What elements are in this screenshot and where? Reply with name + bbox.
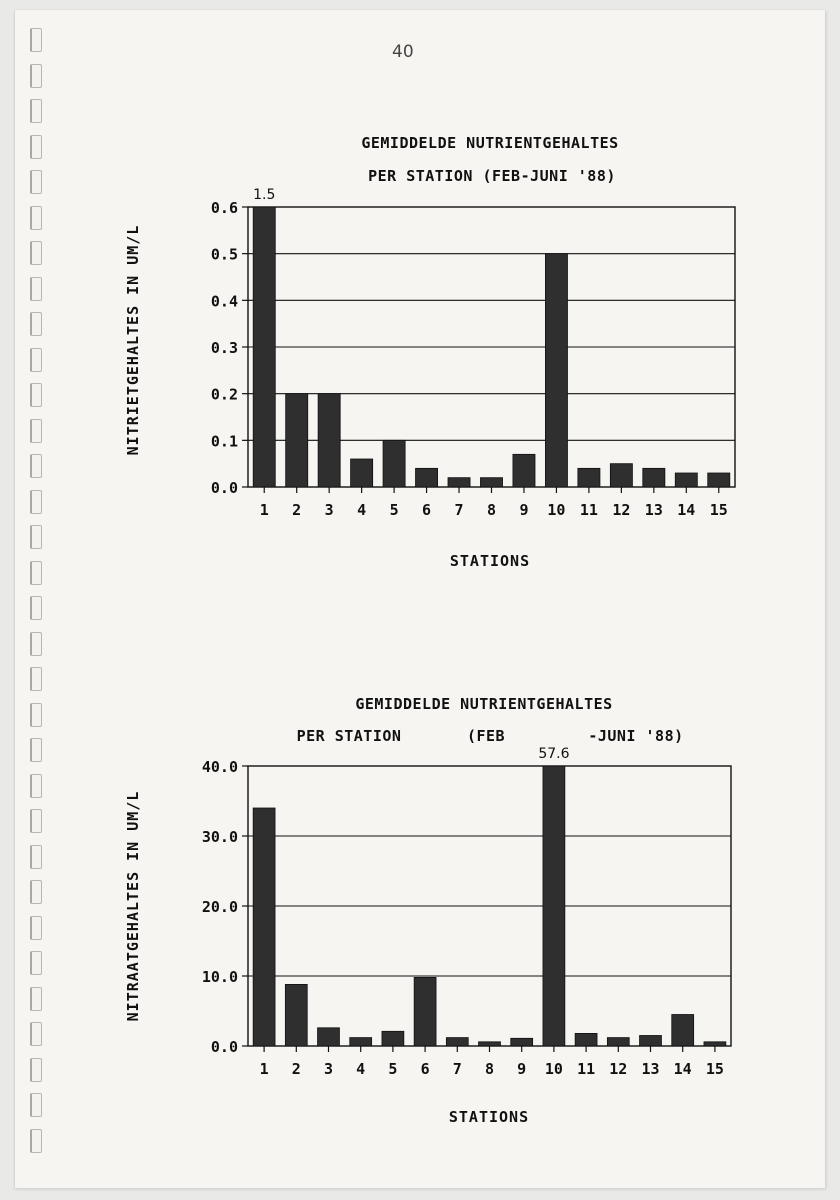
- chart2-x-axis-label: STATIONS: [448, 1108, 530, 1126]
- chart1-y-axis-label: NITRIETGEHALTES IN UM/L: [124, 224, 142, 456]
- chart1-x-tick-label: 15: [709, 501, 728, 519]
- chart1-bar-station-12: [610, 464, 632, 487]
- chart1-x-tick-label: 11: [579, 501, 598, 519]
- chart2-bar-station-11: [575, 1033, 597, 1046]
- chart1-x-tick-label: 6: [422, 501, 432, 519]
- chart2-bar-station-3: [318, 1028, 340, 1046]
- chart2-y-tick-label: 20.0: [201, 898, 238, 916]
- chart1-bar-station-13: [643, 468, 665, 487]
- chart1-bar-station-10: [545, 254, 567, 487]
- chart1-x-tick-label: 5: [389, 501, 399, 519]
- chart2-bar-station-2: [285, 984, 307, 1046]
- chart2-bar-station-13: [640, 1036, 662, 1047]
- chart1-bar-station-3: [318, 394, 340, 487]
- chart2-bar-station-14: [672, 1015, 694, 1047]
- chart2-y-tick-labels: [202, 758, 238, 1056]
- chart1-y-tick-label: 0.5: [210, 245, 238, 264]
- chart1-bar-station-8: [480, 478, 502, 487]
- chart1-bar-station-5: [383, 440, 405, 487]
- chart1-x-tick-label: 4: [357, 501, 367, 519]
- chart1-y-tick-labels: [211, 199, 238, 497]
- chart1-x-tick-label: 9: [519, 501, 529, 519]
- chart1-value-annotation: 1.5: [253, 187, 276, 203]
- chart1-bar-station-15: [708, 473, 730, 487]
- chart2-bar-station-10: [543, 766, 565, 1046]
- chart2-bar-station-15: [704, 1042, 726, 1046]
- chart1-y-tick-label: 0.0: [210, 479, 238, 497]
- chart1-title: GEMIDDELDE NUTRIENTGEHALTES: [361, 134, 619, 152]
- chart2-y-tick-label: 30.0: [201, 828, 238, 846]
- chart1-y-tick-label: 0.1: [210, 432, 238, 451]
- chart2-bar-station-1: [253, 808, 275, 1046]
- page-number: 40: [392, 42, 414, 62]
- chart1-bar-station-14: [675, 473, 697, 487]
- nitriet-chart: [124, 134, 735, 570]
- chart2-subtitle-right: -JUNI '88): [588, 727, 684, 745]
- chart2-x-tick-label: 13: [641, 1060, 660, 1078]
- chart2-x-tick-label: 6: [420, 1060, 430, 1078]
- chart2-bar-station-5: [382, 1031, 404, 1046]
- chart1-x-tick-label: 13: [644, 501, 663, 519]
- chart2-y-tick-label: 0.0: [210, 1038, 238, 1056]
- chart2-x-tick-label: 5: [388, 1060, 398, 1078]
- chart2-bar-station-4: [350, 1038, 372, 1046]
- chart1-x-axis-label: STATIONS: [449, 552, 531, 570]
- chart2-subtitle-mid: (FEB: [466, 727, 506, 745]
- chart2-x-tick-label: 15: [705, 1060, 724, 1078]
- chart2-x-tick-label: 4: [356, 1060, 366, 1078]
- nitraat-chart: [124, 695, 731, 1126]
- chart1-bar-station-1: [253, 207, 275, 487]
- chart2-value-annotation: 57.6: [538, 746, 570, 762]
- chart2-bar-station-7: [446, 1038, 468, 1046]
- chart2-title: GEMIDDELDE NUTRIENTGEHALTES: [355, 695, 613, 713]
- chart2-y-axis-label: NITRAATGEHALTES IN UM/L: [124, 790, 142, 1022]
- chart1-x-tick-label: 10: [547, 501, 566, 519]
- chart2-x-tick-label: 14: [673, 1060, 692, 1078]
- chart2-y-tick-label: 40.0: [201, 758, 238, 776]
- chart1-bar-station-7: [448, 478, 470, 487]
- chart2-x-tick-label: 3: [323, 1060, 334, 1078]
- chart1-x-tick-labels: [260, 501, 728, 519]
- chart2-x-tick-label: 1: [259, 1060, 269, 1078]
- chart2-annotations: [538, 746, 569, 762]
- chart1-y-tick-label: 0.3: [210, 339, 238, 357]
- chart2-x-tick-label: 11: [577, 1060, 596, 1078]
- chart1-bar-station-4: [351, 459, 373, 487]
- chart2-x-tick-label: 7: [452, 1060, 462, 1078]
- chart2-x-tick-label: 12: [609, 1060, 628, 1078]
- chart1-y-tick-label: 0.2: [210, 385, 238, 404]
- chart1-x-tick-label: 12: [612, 501, 631, 519]
- chart1-bar-station-2: [286, 394, 308, 487]
- chart1-x-tick-label: 7: [454, 501, 464, 519]
- chart2-x-tick-label: 8: [484, 1060, 495, 1078]
- chart1-x-tick-label: 8: [486, 501, 497, 519]
- chart1-bar-station-9: [513, 454, 535, 487]
- chart1-bar-station-11: [578, 468, 600, 487]
- chart2-x-tick-label: 2: [291, 1060, 301, 1078]
- chart2-x-tick-labels: [260, 1060, 724, 1078]
- chart2-bar-station-12: [607, 1038, 629, 1046]
- chart1-subtitle: PER STATION (FEB-JUNI '88): [368, 167, 616, 185]
- chart1-annotations: [253, 187, 275, 203]
- chart2-y-tick-label: 10.0: [201, 968, 238, 986]
- chart1-gridlines: [242, 207, 735, 493]
- chart1-bar-station-6: [416, 468, 438, 487]
- chart1-y-tick-label: 0.6: [210, 199, 238, 217]
- chart2-bar-station-6: [414, 977, 436, 1046]
- chart2-bar-station-8: [479, 1042, 501, 1046]
- chart2-x-tick-label: 10: [544, 1060, 563, 1078]
- chart2-subtitle-left: PER STATION: [296, 727, 402, 745]
- chart1-x-tick-label: 2: [292, 501, 302, 519]
- chart2-bar-station-9: [511, 1038, 533, 1046]
- chart1-x-tick-label: 1: [259, 501, 269, 519]
- chart2-gridlines: [242, 766, 731, 1052]
- chart1-x-tick-label: 14: [677, 501, 696, 519]
- chart1-x-tick-label: 3: [324, 501, 334, 519]
- chart1-y-tick-label: 0.4: [210, 292, 238, 311]
- chart2-x-tick-label: 9: [517, 1060, 527, 1078]
